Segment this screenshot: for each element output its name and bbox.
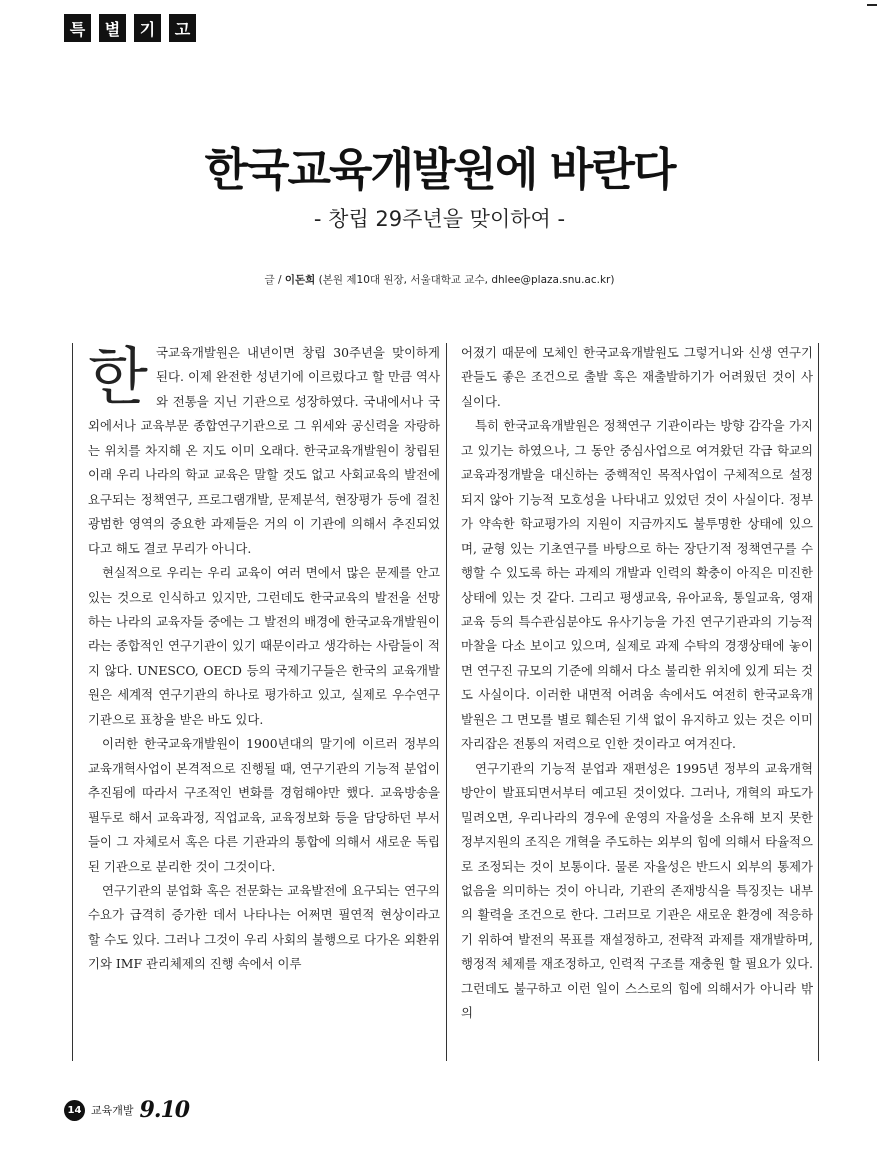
article-subtitle: - 창립 29주년을 맞이하여 - <box>313 207 566 231</box>
page-footer <box>64 1097 189 1123</box>
byline-details: (본원 제10대 원장, 서울대학교 교수, dhlee@plaza.snu.ac.kr) <box>315 274 615 286</box>
paragraph: 이러한 한국교육개발원이 1900년대의 말기에 이르러 정부의 교육개혁사업이 본격적으로 진행될 때, 연구기관의 기능적 분업이 추진됨에 따라서 구조적인 변화를 경험해야만 했다. 교육방송을 필두로 해서 교육과정, 직업교육, 교육정보화 등을 담당하던 부서들이 그 자체로서 혹은 다른 기관과의 통합에 의해서 새로운 독립된 기관으로 분리한 것이 그것이다. <box>88 736 440 874</box>
article-title: 한국교육개발원에 바란다 <box>204 143 675 196</box>
badge-char-4: 고 <box>169 14 196 42</box>
byline-prefix: 글 / <box>264 274 285 286</box>
page-number: 14 <box>64 1100 85 1121</box>
drop-cap: 한 <box>88 340 148 413</box>
article-column-left <box>88 341 440 977</box>
badge-char-1: 특 <box>64 14 91 42</box>
issue-number: 9.10 <box>139 1097 190 1123</box>
paragraph: 특히 한국교육개발원은 정책연구 기관이라는 방향 감각을 가지고 있기는 하였으나, 그 동안 중심사업으로 여겨왔던 각급 학교의 교육과정개발을 대신하는 중핵적인 목적사업이 구체적으로 설정되지 않아 기능적 모호성을 나타내고 있었던 것이 사실이다. 정부가 약속한 학교평가의 지원이 지금까지도 불투명한 상태에 있으며, 균형 있는 기초연구를 바탕으로 하는 장단기적 정책연구를 수행할 수 있도록 하는 과제의 개발과 인력의 확충이 아직은 미진한 상태에 있는 것 같다. 그리고 평생교육, 유아교육, 통일교육, 영재교육 등의 특수관심분야도 유사기능을 가진 연구기관과의 기능적 마찰을 다소 보이고 있으며, 실제로 과제 수탁의 경쟁상태에 놓이면 연구진 규모의 기준에 의해서 다소 불리한 위치에 있게 되는 것도 사실이다. 이러한 내면적 어려움 속에서도 여전히 한국교육개발원은 그 면모를 별로 훼손된 기색 없이 유지하고 있는 것은 이미 자리잡은 전통의 저력으로 인한 것이라고 여겨진다. <box>461 418 813 752</box>
byline-author: 이돈희 <box>284 274 316 286</box>
column-rule-middle <box>446 343 447 1061</box>
paragraph: 어졌기 때문에 모체인 한국교육개발원도 그렇거니와 신생 연구기관들도 좋은 조건으로 출발 혹은 재출발하기가 어려웠던 것이 사실이다. <box>461 345 813 409</box>
byline <box>0 272 879 287</box>
paragraph: 연구기관의 분업화 혹은 전문화는 교육발전에 요구되는 연구의 수요가 급격히 증가한 데서 나타나는 어쩌면 필연적 현상이라고 할 수도 있다. 그러나 그것이 우리 사회의 불행으로 다가온 외환위기와 IMF 관리체제의 진행 속에서 이루 <box>88 882 440 972</box>
badge-char-3: 기 <box>134 14 161 42</box>
column-rule-left <box>72 343 73 1061</box>
article-column-right <box>461 341 813 1026</box>
paragraph: 국교육개발원은 내년이면 창립 30주년을 맞이하게 된다. 이제 완전한 성년기에 이르렀다고 할 만큼 역사와 전통을 지닌 기관으로 성장하였다. 국내에서나 국외에서나 교육부문 종합연구기관으로 그 위세와 공신력을 자랑하는 위치를 차지해 온 지도 이미 오래다. 한국교육개발원이 창립된 이래 우리 나라의 학교 교육은 말할 것도 없고 사회교육의 발전에 요구되는 정책연구, 프로그램개발, 문제분석, 현장평가 등에 걸친 광범한 영역의 중요한 과제들은 거의 이 기관에 의해서 추진되었다고 해도 결코 무리가 아니다. <box>88 345 440 556</box>
paragraph: 연구기관의 기능적 분업과 재편성은 1995년 정부의 교육개혁방안이 발표되면서부터 예고된 것이었다. 그러나, 개혁의 파도가 밀려오면, 우리나라의 경우에 운영의 자율성을 소유해 보지 못한 정부지원의 조직은 개혁을 주도하는 외부의 힘에 의해서 타율적으로 조정되는 것이 보통이다. 물론 자율성은 반드시 외부의 통제가 없음을 의미하는 것이 아니라, 기관의 존재방식을 특징짓는 내부의 활력을 조건으로 한다. 그러므로 기관은 새로운 환경에 적응하기 위하여 발전의 목표를 재설정하고, 전략적 과제를 재개발하며, 행정적 체제를 재조정하고, 인력적 구조를 재충원 할 필요가 있다. 그런데도 불구하고 이런 일이 스스로의 힘에 의해서가 아니라 밖의 <box>461 760 813 1021</box>
column-rule-right <box>818 343 819 1061</box>
corner-mark <box>867 4 877 6</box>
paragraph: 현실적으로 우리는 우리 교육이 여러 면에서 많은 문제를 안고 있는 것으로 인식하고 있지만, 그런데도 한국교육의 발전을 선망하는 나라의 교육자들 중에는 그 발전의 배경에 한국교육개발원이라는 종합적인 연구기관이 있기 때문이라고 생각하는 사람들이 적지 않다. UNESCO, OECD 등의 국제기구들은 한국의 교육개발원은 세계적 연구기관의 하나로 평가하고 있고, 실제로 우수연구기관으로 표창을 받은 바도 있다. <box>88 565 440 727</box>
badge-char-2: 별 <box>99 14 126 42</box>
magazine-name: 교육개발 <box>91 1104 134 1117</box>
special-contribution-badges <box>64 14 196 42</box>
